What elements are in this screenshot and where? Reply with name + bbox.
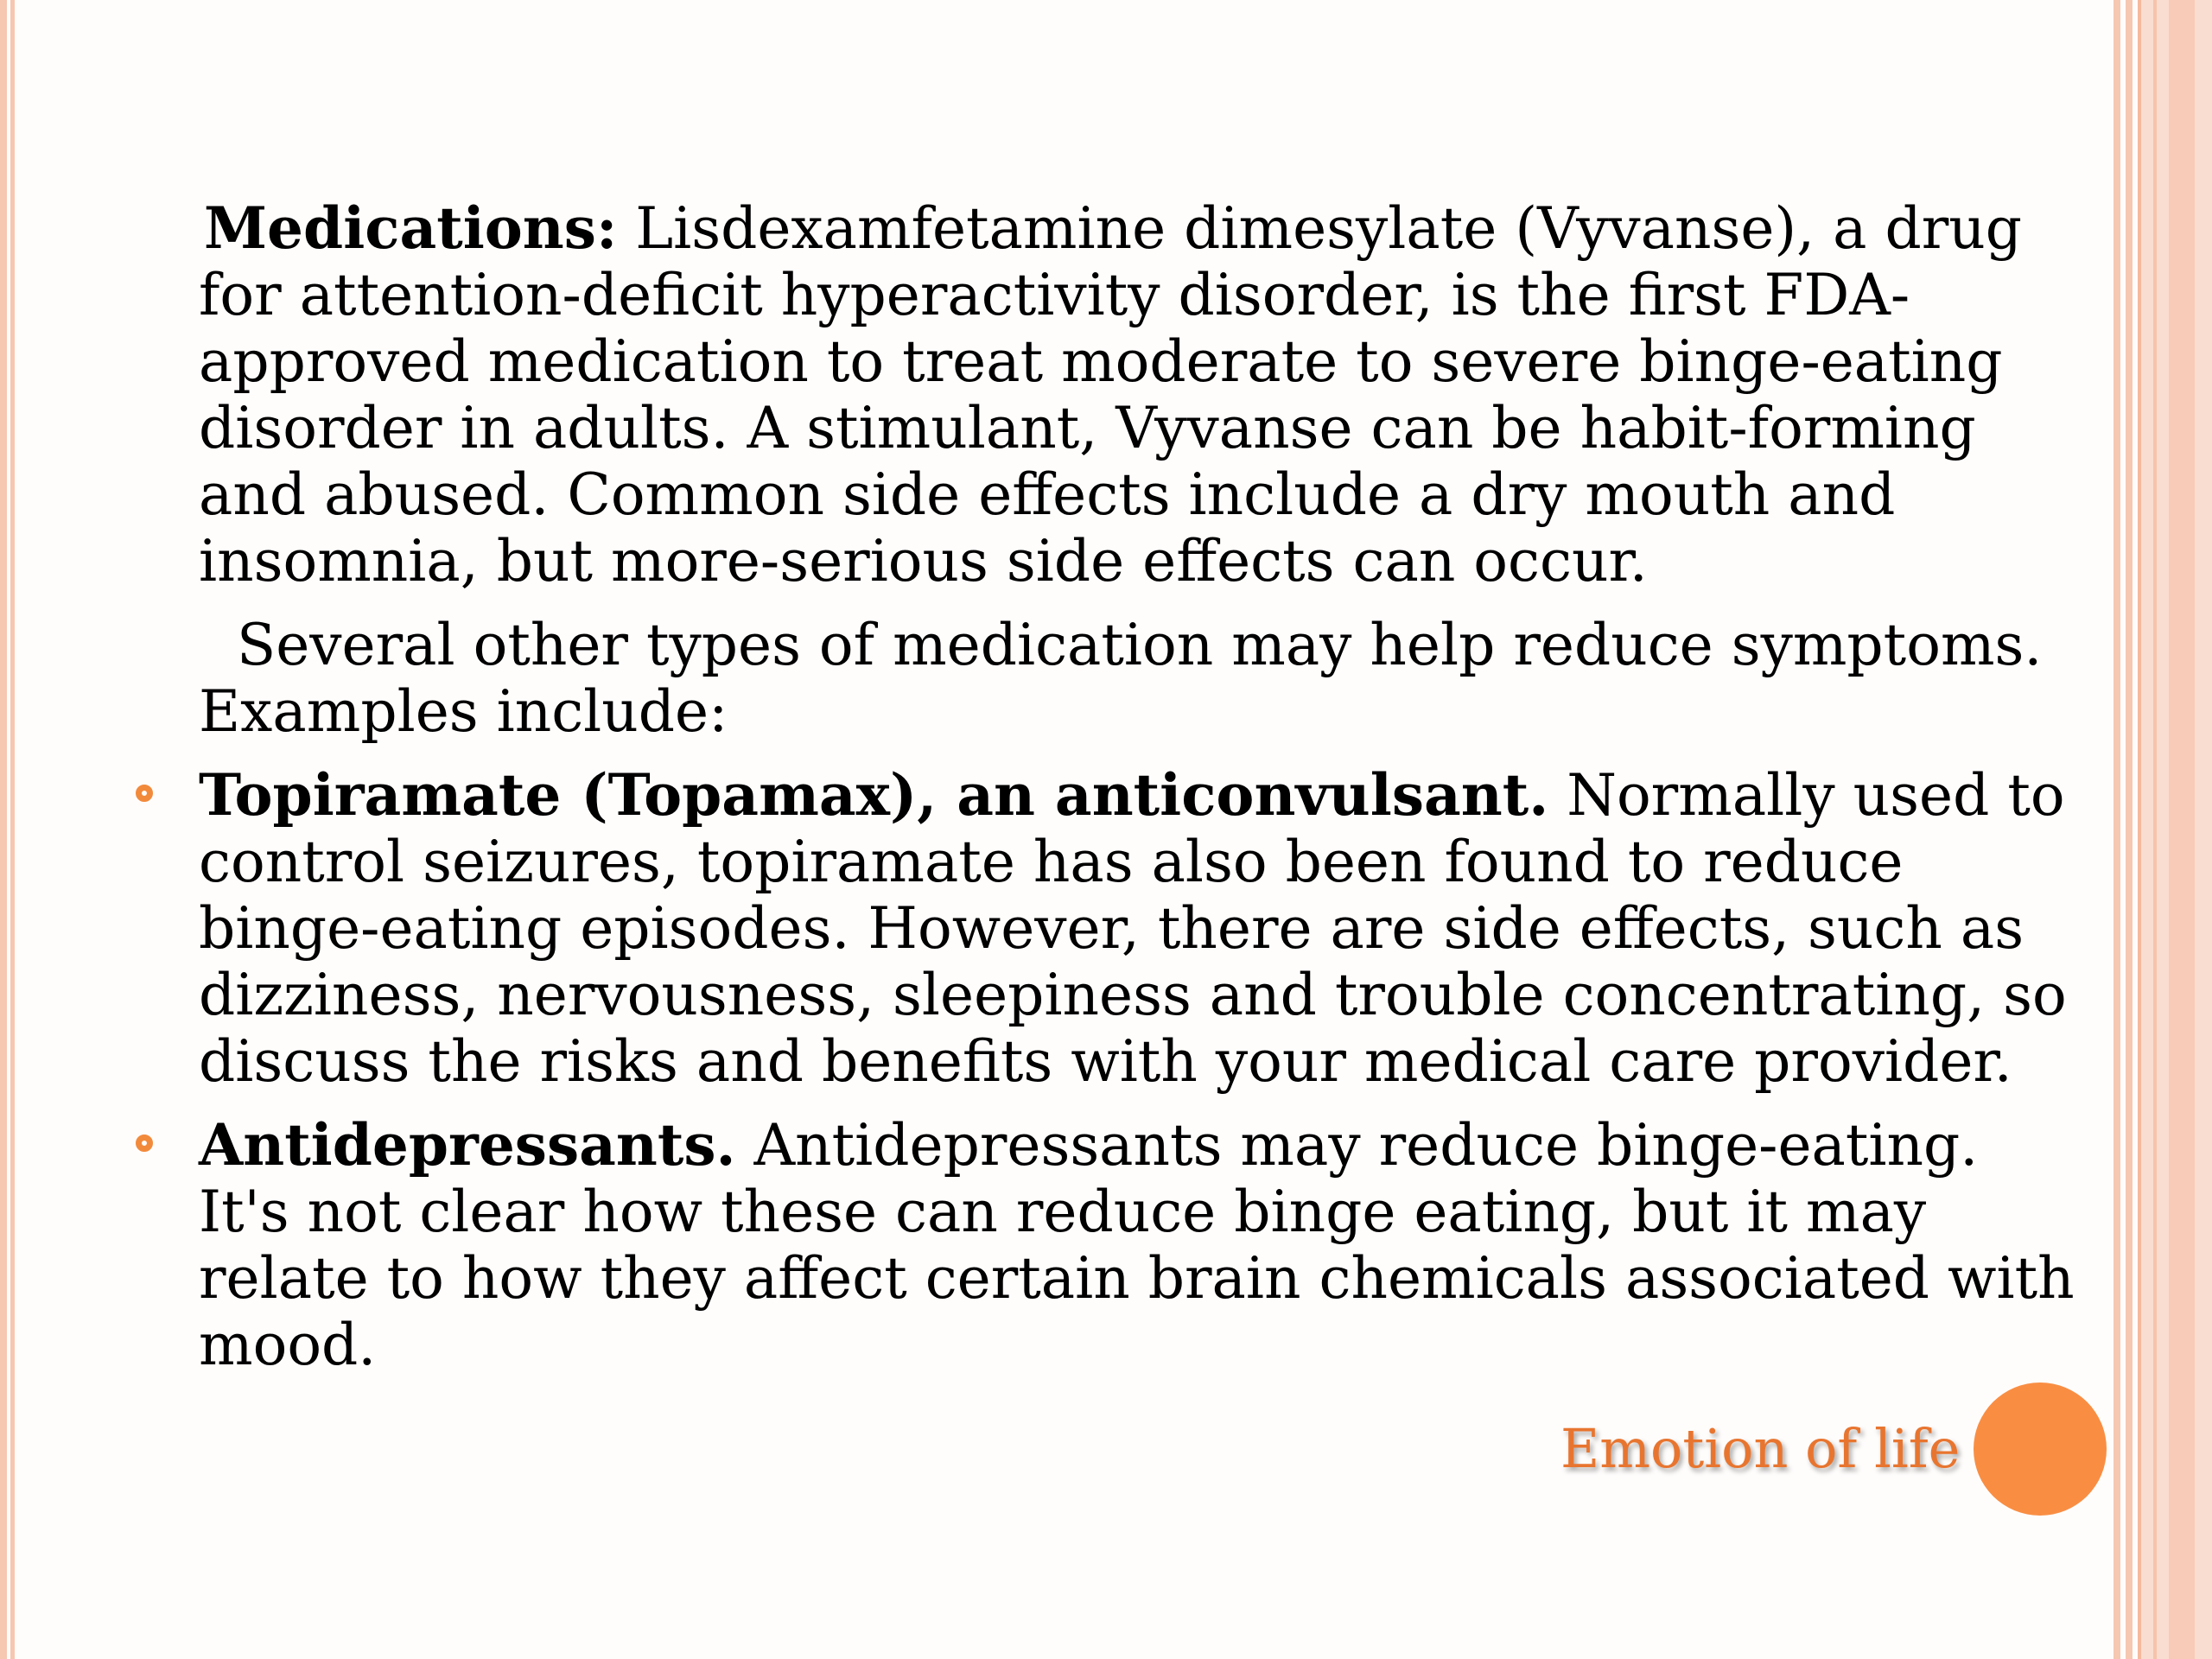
other-types-paragraph: Several other types of medication may help reduce symptoms. Examples include: — [199, 612, 2043, 745]
medications-text: Lisdexamfetamine dimesylate (Vyvanse), a drug for attention-deficit hyperactivity disorder, is the first FDA-approved medication to treat moderate to severe binge-eating disorder in adults. A stimulant, Vyvanse can be habit-forming and abused. Common side effects include a dry mouth and insomnia, but more-serious side effects can occur. — [199, 195, 2023, 594]
slide-body — [199, 195, 2082, 1395]
bullet-label: Antidepressants. — [199, 1111, 736, 1179]
left-border-band — [0, 0, 7, 1659]
bullet-circle-icon — [136, 785, 153, 802]
right-border-band-1 — [2113, 0, 2120, 1659]
left-border-band-thin — [10, 0, 15, 1659]
right-border-stripe-3 — [2169, 0, 2195, 1659]
medications-label: Medications: — [204, 194, 618, 262]
bullet-text: Normally used to control seizures, topiramate has also been found to reduce binge-eating episodes. However, there are side effects, such as dizziness, nervousness, sleepiness and trouble concentrating, so discuss the risks and benefits with your medical care provider. — [199, 762, 2067, 1095]
bullet-text: Antidepressants may reduce binge-eating. It's not clear how these can reduce binge eating, but it may relate to how they affect certain brain chemicals associated with mood. — [199, 1112, 2075, 1378]
bullet-item-antidepressants — [199, 1112, 2082, 1378]
bullet-label: Topiramate (Topamax), an anticonvulsant. — [199, 761, 1549, 829]
bullet-circle-icon — [136, 1135, 153, 1152]
footer-circle-decoration — [1974, 1382, 2107, 1516]
medications-paragraph — [199, 195, 2082, 594]
right-border-band-2 — [2126, 0, 2133, 1659]
bullet-item-topiramate — [199, 762, 2082, 1095]
footer-text: Emotion of life — [1560, 1417, 1961, 1480]
right-border-stripe-2 — [2153, 0, 2157, 1659]
right-border-stripe-1 — [2138, 0, 2141, 1659]
